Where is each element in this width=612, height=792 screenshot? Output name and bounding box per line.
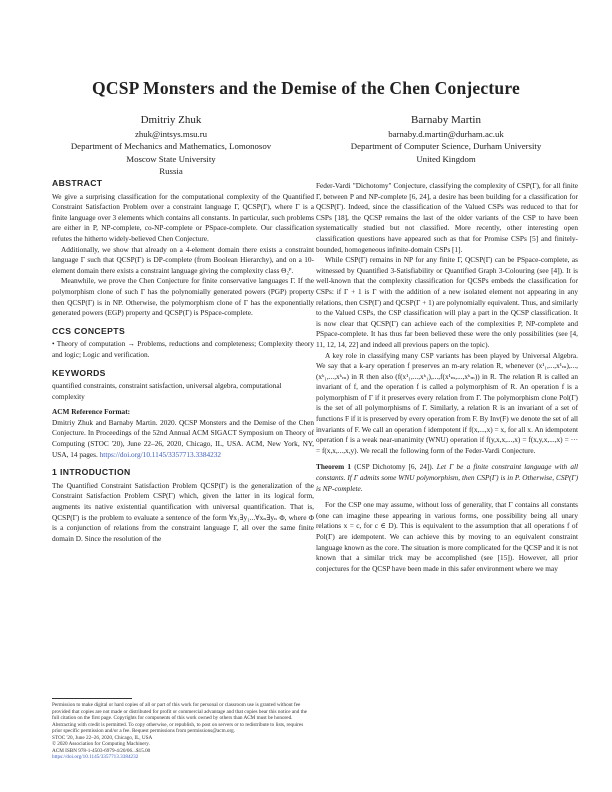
theorem-1 (316, 462, 578, 494)
author-affiliation: Department of Computer Science, Durham University (350, 141, 542, 151)
ccs-concepts: • Theory of computation → Problems, reductions and completeness; Complexity theory and logic; Logic and verification. (52, 339, 314, 359)
ccs-heading: CCS CONCEPTS (52, 325, 126, 336)
copyright-line: © 2020 Association for Computing Machinery. (52, 741, 150, 747)
footnote-rule (52, 698, 132, 699)
abstract-paragraph: We give a surprising classification for the computational complexity of the Quantified Constraint Satisfaction Problem over a constraint language Γ, QCSP(Γ), where Γ is a finite language over 3 elements which contains all constants. In particular, such problems are either in P, NP-complete, co-NP-complete or PSpace-complete. Our classification refutes the hitherto widely-believed Chen Conjecture. (52, 191, 314, 243)
body-paragraph: Feder-Vardi "Dichotomy" Conjecture, classifying the complexity of CSP(Γ), for all finite Γ, between P and NP-complete [6, 24], a desire has been building for a classification for QCSP(Γ). Indeed, since the classification of the Valued CSPs was reduced to that for CSPs [18], the QCSP remains the last of the older variants of the CSP to have been systematically studied but not classified. More recently, other interesting open classification questions have appeared such as that for Promise CSPs [5] and finitely-bounded, homogeneous infinite-domain CSPs [1]. (316, 181, 578, 254)
author-affiliation: United Kingdom (416, 153, 476, 164)
theorem-body: Let Γ be a finite constraint language with all constants. If Γ admits some WNU polymorphism, then CSP(Γ) is in P. Otherwise, CSP(Γ) is NP-complete. (316, 462, 579, 493)
body-paragraph: For the CSP one may assume, without loss of generality, that Γ contains all constants (one can imagine these appearing in various forms, one possibility being all unary relations x = c, for c ∈ D). This is equivalent to the assumption that all operations f of Pol(Γ) are idempotent. We can achieve this by moving to an equivalent constraint language known as the core. The situation is more complicated for the QCSP and it is not known that a similar trick may be accomplished (see [15]). However, all prior conjectures for the QCSP have been made in this safer environment where we may (316, 500, 578, 573)
intro-heading: 1 INTRODUCTION (52, 467, 131, 478)
intro-paragraph: The Quantified Constraint Satisfaction Problem QCSP(Γ) is the generalization of the Constraint Satisfaction Problem CSP(Γ) which, given the latter in its logical form, augments its native existential quantification with universal quantification. That is, QCSP(Γ) is the problem to evaluate a sentence of the form ∀x₁∃y₁...∀xₙ∃yₙ Φ, where Φ is a conjunction of relations from the constraint language Γ, all over the same finite domain D. Since the resolution of the (52, 480, 314, 543)
abstract-paragraph: Additionally, we show that already on a 4-element domain there exists a constraint language Γ such that QCSP(Γ) is DP-complete (from Boolean Hierarchy), and on a 10-element domain there exists a constraint language giving the complexity class Θ₂ᴾ. (52, 244, 314, 275)
author-affiliation: Moscow State University (126, 153, 216, 164)
author-affiliation: Russia (159, 166, 183, 176)
abstract-paragraph: Meanwhile, we prove the Chen Conjecture for finite conservative languages Γ. If the polymorphism clone of such Γ has the polynomially generated powers (PGP) property then QCSP(Γ) is in NP. Otherwise, the polymorphism clone of Γ has the exponentially generated powers (EGP) property and QCSP(Γ) is PSpace-complete. (52, 276, 314, 318)
author-name: Barnaby Martin (411, 114, 481, 126)
abstract-heading: ABSTRACT (52, 178, 103, 188)
author-block-2 (318, 114, 574, 165)
author-affiliation: Department of Mechanics and Mathematics, Lomonosov (70, 141, 272, 151)
acm-ref-heading: ACM Reference Format: (52, 407, 131, 417)
acm-ref-citation: Dmitriy Zhuk and Barnaby Martin. 2020. QCSP Monsters and the Demise of the Chen Conjecture. In Proceedings of the 52nd Annual ACM SIGACT Symposium on Theory of Computing (STOC '20), June 22–26, 2020, Chicago, IL, USA. ACM, New York, NY, USA, 14 pages. (52, 417, 314, 459)
body-paragraph: A key role in classifying many CSP variants has been played by Universal Algebra. We say that a k-ary operation f preserves an m-ary relation R, whenever (x¹₁,...,x¹ₘ),...,(xᵏ₁,...,xᵏₘ) in R then also (f(x¹₁,...,xᵏ₁),...,f(x¹ₘ,...,xᵏₘ)) in R. The relation R is called an invariant of f, and the operation f is called a polymorphism of R. An operation f is a polymorphism of Γ if it preserves every relation from Γ. The polymorphism clone Pol(Γ) is the set of all polymorphisms of Γ. Similarly, a relation R is an invariant of a set of functions F if it is preserved by every operation from F. By Inv(F) we denote the set of all invariants of F. We call an operation f idempotent if f(x,...,x) = x, for all x. An idempotent operation f is a weak near-unanimity (WNU) operation if f(y,x,x,...,x) = f(x,y,x,...,x) = ··· = f(x,x,...,x,y). We recall the following form of the Feder-Vardi Conjecture. (316, 350, 578, 455)
acm-ref-text (52, 418, 314, 460)
author-email[interactable]: zhuk@intsys.msu.ru (134, 128, 208, 139)
author-email[interactable]: barnaby.d.martin@durham.ac.uk (388, 128, 504, 139)
theorem-label: Theorem 1 (316, 462, 352, 472)
permission-notice: Permission to make digital or hard copies of all or part of this work for personal or classroom use is granted without fee provided that copies are not made or distributed for profit or commercial advantage and that copies bear this notice and the full citation on the first page. Copyrights for components of this work owned by others than ACM must be honored. Abstracting with credit is permitted. To copy otherwise, or republish, to post on servers or to redistribute to lists, requires prior specific permission and/or a fee. Request permissions from permissions@acm.org. (52, 702, 307, 734)
copyright-footnote (52, 698, 314, 761)
right-column (316, 181, 578, 574)
body-paragraph: While CSP(Γ) remains in NP for any finite Γ, QCSP(Γ) can be PSpace-complete, as witnessed by Quantified 3-Satisfiability or Quantified Graph 3-Colouring (see [4]). It is well-known that the complexity classification for QCSPs embeds the classification for CSPs: if Γ + 1 is Γ with the addition of a new isolated element not appearing in any relations, then CSP(Γ) and QCSP(Γ + 1) are polynomially equivalent. Thus, and similarly to the Valued CSPs, the CSP classification will play a part in the QCSP classification. It is now clear that QCSP(Γ) can achieve each of the complexities P, NP-complete and PSpace-complete. It has thus far been believed these were the only possibilities (see [4, 11, 12, 14, 22] and indeed all previous papers on the topic). (316, 255, 578, 349)
keywords-text: quantified constraints, constraint satisfaction, universal algebra, computational complexity (52, 381, 282, 401)
left-column (52, 178, 314, 544)
venue-line: STOC '20, June 22–26, 2020, Chicago, IL, USA (52, 734, 153, 741)
acm-ref-doi-link[interactable]: https://doi.org/10.1145/3357713.3384232 (99, 449, 222, 459)
author-name: Dmitriy Zhuk (140, 114, 202, 126)
keywords-heading: KEYWORDS (52, 367, 106, 378)
isbn-line: ACM ISBN 978-1-4503-6979-4/20/06...$15.00 (52, 747, 151, 754)
theorem-ref: (CSP Dichotomy [6, 24]). (354, 462, 434, 472)
paper-title: QCSP Monsters and the Demise of the Chen Conjecture (92, 78, 520, 98)
author-block-1 (40, 114, 302, 178)
footnote-doi-link[interactable]: https://doi.org/10.1145/3357713.3384232 (52, 754, 139, 760)
